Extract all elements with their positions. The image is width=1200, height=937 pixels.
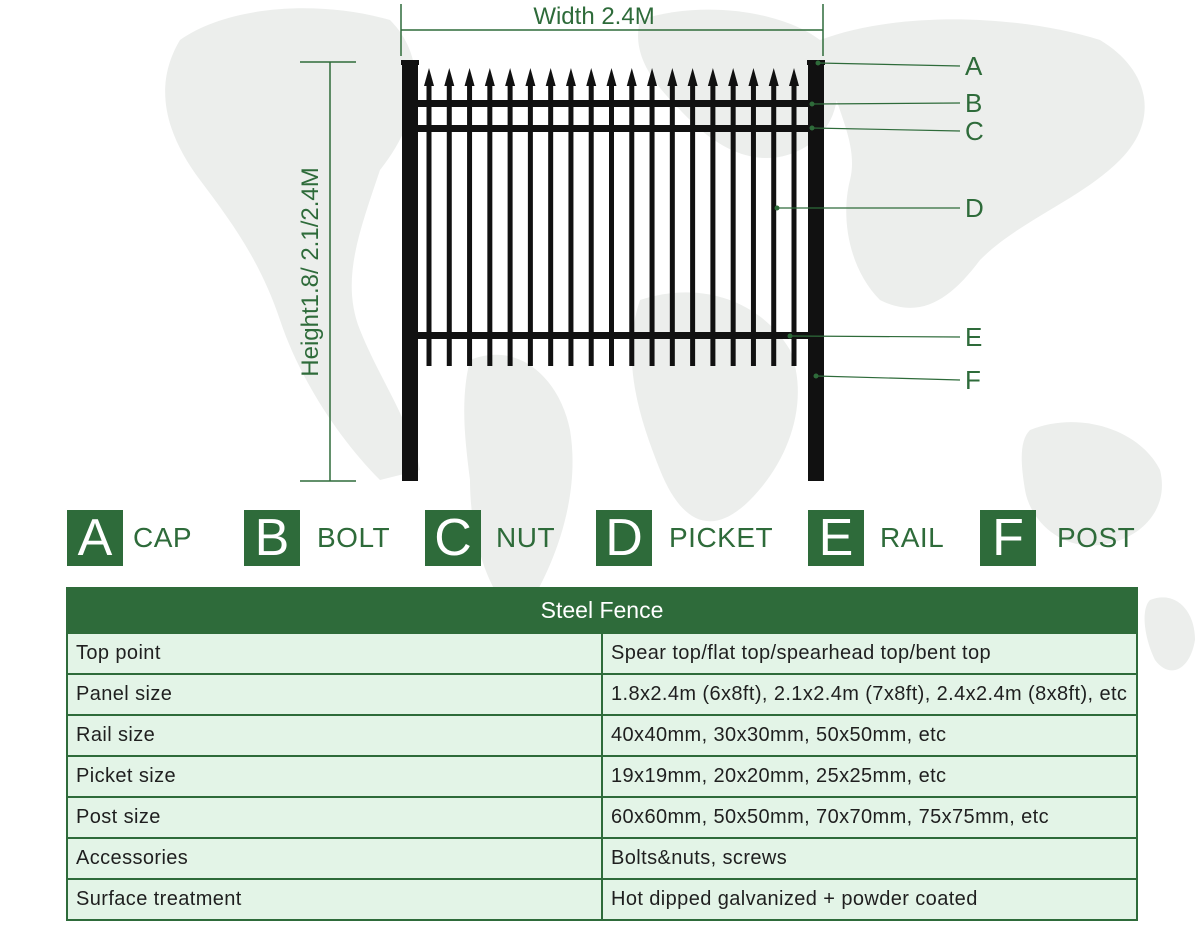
- spear-top: [667, 68, 677, 86]
- spear-top: [708, 68, 718, 86]
- table-row: [67, 715, 1137, 756]
- picket: [708, 68, 718, 366]
- row-value: 1.8x2.4m (6x8ft), 2.1x2.4m (7x8ft), 2.4x2.4m (8x8ft), etc: [602, 674, 1137, 715]
- table-row: [67, 879, 1137, 920]
- table-row: [67, 756, 1137, 797]
- left-post: [402, 62, 418, 481]
- picket: [546, 68, 556, 366]
- height-label: Height1.8/ 2.1/2.4M: [297, 167, 324, 377]
- legend-letter-a: A: [67, 510, 123, 566]
- callout-line: [816, 376, 960, 380]
- spear-top: [465, 68, 475, 86]
- callout-letter-a: A: [965, 51, 983, 81]
- spec-table: [66, 587, 1138, 921]
- row-label: Picket size: [67, 756, 602, 797]
- row-value: 19x19mm, 20x20mm, 25x25mm, etc: [602, 756, 1137, 797]
- row-value: 60x60mm, 50x50mm, 70x70mm, 75x75mm, etc: [602, 797, 1137, 838]
- legend-letter-e: E: [808, 510, 864, 566]
- picket: [728, 68, 738, 366]
- legend-label-cap: CAP: [133, 522, 193, 553]
- table-row: [67, 797, 1137, 838]
- picket: [667, 68, 677, 366]
- callout-letter-b: B: [965, 88, 983, 118]
- spear-top: [769, 68, 779, 86]
- picket: [586, 68, 596, 366]
- legend-label-post: POST: [1057, 522, 1136, 553]
- legend-label-picket: PICKET: [669, 522, 774, 553]
- callout-letter-c: C: [965, 116, 984, 146]
- spear-top: [505, 68, 515, 86]
- width-label: Width 2.4M: [533, 3, 655, 30]
- callout-line: [812, 103, 960, 104]
- spear-top: [748, 68, 758, 86]
- picket: [525, 68, 535, 366]
- row-label: Top point: [67, 633, 602, 674]
- spear-top: [607, 68, 617, 86]
- picket: [465, 68, 475, 366]
- row-label: Panel size: [67, 674, 602, 715]
- top-rail-1: [410, 100, 816, 107]
- table-row: [67, 838, 1137, 879]
- picket: [627, 68, 637, 366]
- spear-top: [647, 68, 657, 86]
- spear-top: [586, 68, 596, 86]
- legend-letter-c: C: [425, 510, 481, 566]
- picket: [607, 68, 617, 366]
- table-row: [67, 633, 1137, 674]
- picket: [566, 68, 576, 366]
- row-label: Accessories: [67, 838, 602, 879]
- spear-top: [789, 68, 799, 86]
- spear-top: [688, 68, 698, 86]
- row-label: Post size: [67, 797, 602, 838]
- row-value: Bolts&nuts, screws: [602, 838, 1137, 879]
- picket: [647, 68, 657, 366]
- spear-top: [485, 68, 495, 86]
- spear-top: [525, 68, 535, 86]
- spear-top: [444, 68, 454, 86]
- left-post-cap: [401, 60, 419, 65]
- row-value: Spear top/flat top/spearhead top/bent top: [602, 633, 1137, 674]
- legend-letter-f: F: [980, 510, 1036, 566]
- picket: [505, 68, 515, 366]
- row-value: 40x40mm, 30x30mm, 50x50mm, etc: [602, 715, 1137, 756]
- picket: [769, 68, 779, 366]
- row-label: Rail size: [67, 715, 602, 756]
- row-label: Surface treatment: [67, 879, 602, 920]
- spear-top: [546, 68, 556, 86]
- table-row: [67, 674, 1137, 715]
- row-value: Hot dipped galvanized + powder coated: [602, 879, 1137, 920]
- callout-line: [812, 128, 960, 131]
- callout-line: [818, 63, 960, 66]
- spear-top: [566, 68, 576, 86]
- spear-top: [424, 68, 434, 86]
- picket: [789, 68, 799, 366]
- picket: [748, 68, 758, 366]
- picket: [424, 68, 434, 366]
- legend-label-bolt: BOLT: [317, 522, 391, 553]
- top-rail-2: [410, 125, 816, 132]
- picket: [485, 68, 495, 366]
- bottom-rail: [410, 332, 816, 339]
- right-post: [808, 62, 824, 481]
- legend-letter-d: D: [596, 510, 652, 566]
- picket: [688, 68, 698, 366]
- callout-letter-e: E: [965, 322, 983, 352]
- picket: [444, 68, 454, 366]
- legend-label-rail: RAIL: [880, 522, 945, 553]
- callout-letter-d: D: [965, 193, 984, 223]
- table-title: Steel Fence: [67, 588, 1137, 633]
- spear-top: [728, 68, 738, 86]
- legend-letter-b: B: [244, 510, 300, 566]
- legend-label-nut: NUT: [496, 522, 556, 553]
- table-header-row: [67, 588, 1137, 633]
- callout-letter-f: F: [965, 365, 981, 395]
- spear-top: [627, 68, 637, 86]
